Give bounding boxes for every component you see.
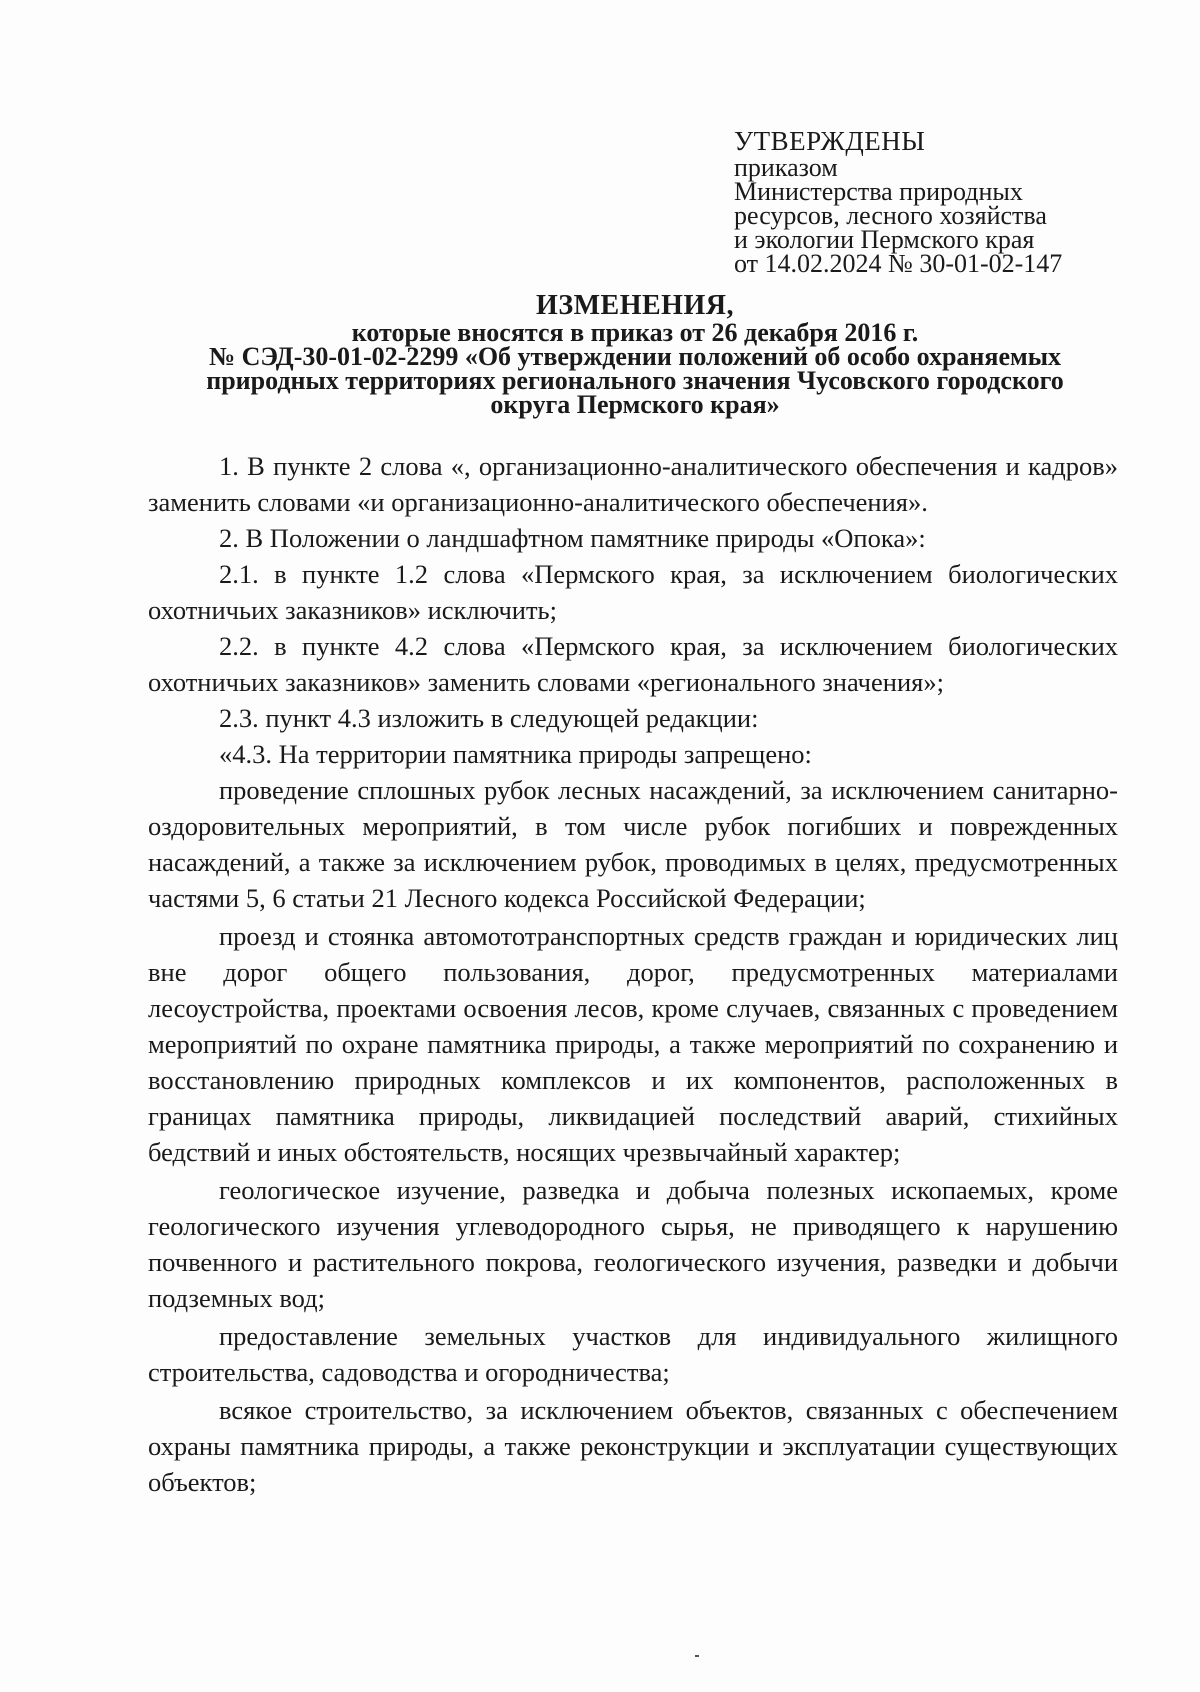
paragraph: «4.3. На территории памятника природы запрещено:: [219, 739, 812, 769]
paragraph: 2. В Положении о ландшафтном памятнике природы «Опока»:: [219, 523, 926, 553]
document-heading: [150, 291, 1120, 417]
paragraph: 2.3. пункт 4.3 изложить в следующей редакции:: [219, 703, 759, 733]
document-body: [148, 448, 1118, 1500]
approval-order-number: от 14.02.2024 № 30-01-02-147: [734, 249, 1063, 278]
paragraph: 2.1. в пункте 1.2 слова «Пермского края, за исключением биологических охотничьих заказников» исключить;: [148, 559, 1118, 625]
paragraph: геологическое изучение, разведка и добыча полезных ископаемых, кроме геологического изучения углеводородного сырья, не приводящего к нарушению почвенного и растительного покрова, геологического изучения, разведки и добычи подземных вод;: [148, 1175, 1118, 1313]
paragraph: 1. В пункте 2 слова «, организационно-аналитического обеспечения и кадров» заменить словами «и организационно-аналитического обеспечения».: [148, 451, 1118, 517]
heading-line: округа Пермского края»: [490, 390, 780, 419]
paragraph: предоставление земельных участков для индивидуального жилищного строительства, садоводства и огородничества;: [148, 1321, 1118, 1387]
scan-speck: [695, 1655, 699, 1657]
approval-line: и экологии Пермского края: [734, 225, 1035, 254]
approval-title: УТВЕРЖДЕНЫ: [734, 126, 926, 156]
heading-title: ИЗМЕНЕНИЯ,: [536, 290, 734, 321]
paragraph: всякое строительство, за исключением объектов, связанных с обеспечением охраны памятника природы, а также реконструкции и эксплуатации существующих объектов;: [148, 1395, 1118, 1497]
paragraph: 2.2. в пункте 4.2 слова «Пермского края, за исключением биологических охотничьих заказников» заменить словами «регионального значения»;: [148, 631, 1118, 697]
approval-line: Министерства природных: [734, 177, 1023, 206]
heading-line: природных территориях регионального значения Чусовского городского: [206, 366, 1064, 395]
paragraph: проезд и стоянка автомототранспортных средств граждан и юридических лиц вне дорог общего пользования, дорог, предусмотренных материалами лесоустройства, проектами освоения лесов, кроме случаев, связанных с проведением мероприятий по охране памятника природы, а также мероприятий по сохранению и восстановлению природных комплексов и их компонентов, расположенных в границах памятника природы, ликвидацией последствий аварий, стихийных бедствий и иных обстоятельств, носящих чрезвычайный характер;: [148, 921, 1118, 1167]
paragraph: проведение сплошных рубок лесных насаждений, за исключением санитарно-оздоровительных мероприятий, в том числе рубок погибших и поврежденных насаждений, а также за исключением рубок, проводимых в целях, предусмотренных частями 5, 6 статьи 21 Лесного кодекса Российской Федерации;: [148, 775, 1118, 913]
heading-line: которые вносятся в приказ от 26 декабря 2016 г.: [351, 318, 919, 347]
approval-block: [734, 126, 1154, 276]
approval-line: приказом: [734, 153, 838, 182]
heading-line: № СЭД-30-01-02-2299 «Об утверждении положений об особо охраняемых: [208, 342, 1062, 371]
approval-line: ресурсов, лесного хозяйства: [734, 201, 1047, 230]
